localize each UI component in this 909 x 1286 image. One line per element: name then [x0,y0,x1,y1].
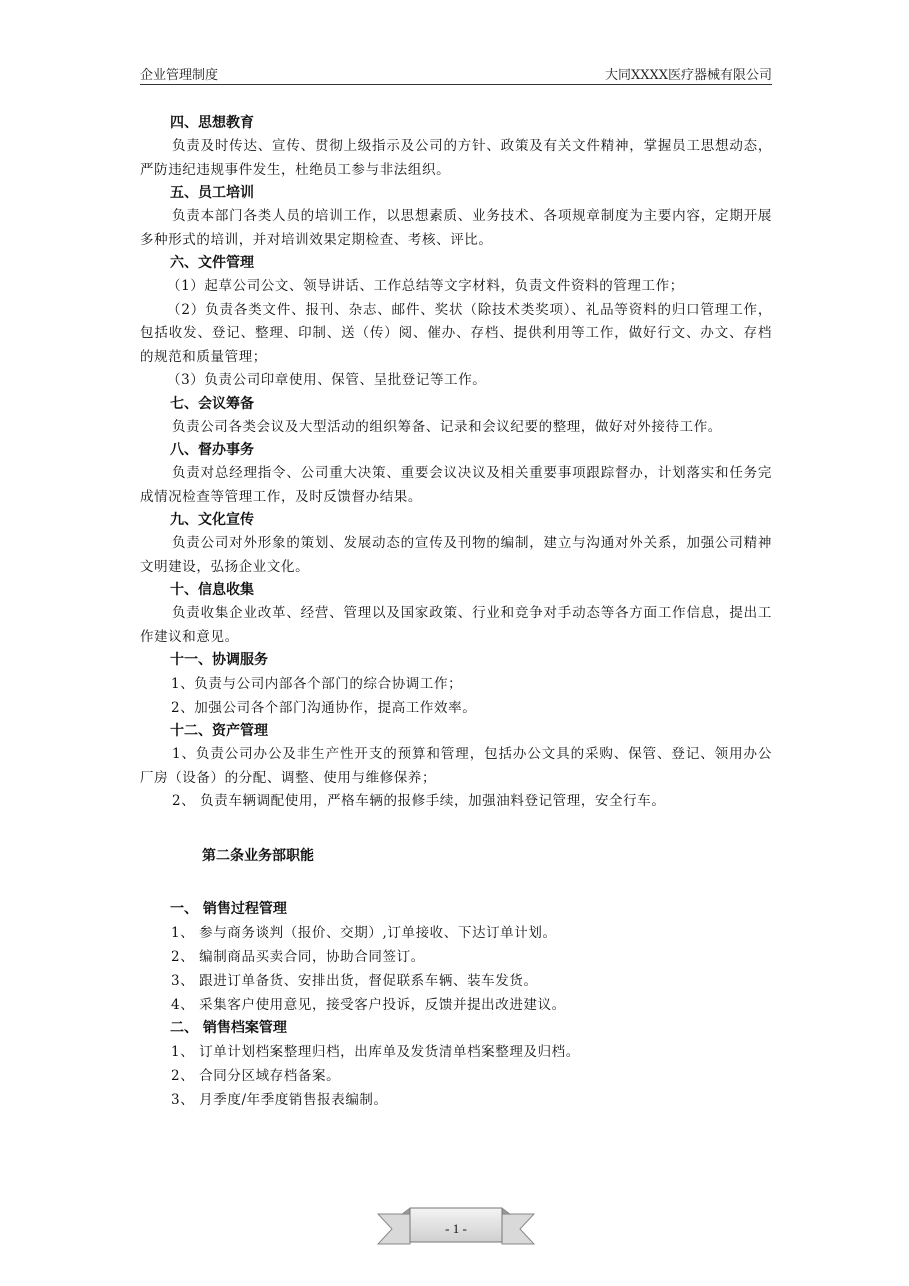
spacer [140,814,772,844]
paragraph: 负责收集企业改革、经营、管理以及国家政策、行业和竞争对手动态等各方面工作信息，提出工作建议和意见。 [140,605,772,645]
paragraph: 负责本部门各类人员的培训工作，以思想素质、业务技术、各项规章制度为主要内容，定期开展多种形式的培训，并对培训效果定期检查、考核、评比。 [140,208,772,248]
section-heading: 七、会议筹备 [170,395,254,412]
section-heading: 八、督办事务 [170,442,254,458]
section-heading: 二、 销售档案管理 [170,1019,287,1036]
paragraph: 负责对总经理指令、公司重大决策、重要会议决议及相关重要事项跟踪督办，计划落实和任务完成情况检查等管理工作，及时反馈督办结果。 [140,465,772,505]
section-heading: 十一、协调服务 [170,652,268,668]
paragraph: 负责公司各类会议及大型活动的组织筹备、记录和会议纪要的整理，做好对外接待工作。 [172,418,722,435]
section-heading: 九、文化宣传 [170,512,254,528]
header-company-name: 大同XXXX医疗器械有限公司 [604,68,772,83]
spacer [140,868,772,898]
list-item: 3、 月季度/年季度销售报表编制。 [171,1091,388,1108]
paragraph: 负责公司对外形象的策划、发展动态的宣传及刊物的编制，建立与沟通对外关系，加强公司精神文明建设，弘扬企业文化。 [140,535,772,575]
page-header [140,58,772,85]
article-heading: 第二条业务部职能 [202,847,314,864]
list-item: 2、 合同分区域存档备案。 [171,1067,341,1084]
header-left-title: 企业管理制度 [140,68,219,83]
list-item: 2、 编制商品买卖合同，协助合同签订。 [171,948,425,965]
page-number: - 1 - [445,1221,467,1236]
paragraph: （1）起草公司公文、领导讲话、工作总结等文字材料，负责文件资料的管理工作； [167,278,684,294]
paragraph: （3）负责公司印章使用、保管、呈批登记等工作。 [167,372,487,388]
section-heading: 一、 销售过程管理 [170,900,287,917]
list-item: 4、 采集客户使用意见，接受客户投诉，反馈并提出改进建议。 [171,996,566,1013]
section-heading: 十二、资产管理 [170,723,268,739]
page-footer [376,1204,536,1252]
section-heading: 五、员工培训 [170,185,254,201]
paragraph: （2）负责各类文件、报刊、杂志、邮件、奖状（除技术类奖项）、礼品等资料的归口管理工作，包括收发、登记、整理、印制、送（传）阅、催办、存档、提供利用等工作，做好行文、办文、存档的规范和质量管理； [140,301,772,365]
list-item: 3、 跟进订单备货、安排出货，督促联系车辆、装车发货。 [171,972,538,989]
list-item: 1、 参与商务谈判（报价、交期）,订单接收、下达订单计划。 [171,924,557,941]
list-item: 1、负责与公司内部各个部门的综合协调工作； [171,676,463,692]
paragraph: 负责及时传达、宣传、贯彻上级指示及公司的方针、政策及有关文件精神，掌握员工思想动态，严防违纪违规事件发生，杜绝员工参与非法组织。 [140,138,772,178]
paragraph: 2、 负责车辆调配使用，严格车辆的报修手续，加强油料登记管理，安全行车。 [172,793,666,809]
list-item: 1、 订单计划档案整理归档，出库单及发货清单档案整理及归档。 [171,1043,580,1060]
list-item: 2、加强公司各个部门沟通协作，提高工作效率。 [171,700,477,716]
section-heading: 六、文件管理 [170,255,254,271]
paragraph: 1、负责公司办公及非生产性开支的预算和管理，包括办公文具的采购、保管、登记、领用办公厂房（设备）的分配、调整、使用与维修保养； [140,746,772,786]
document-body [140,112,772,1112]
section-heading: 十、信息收集 [170,582,254,598]
section-heading: 四、思想教育 [170,115,254,131]
